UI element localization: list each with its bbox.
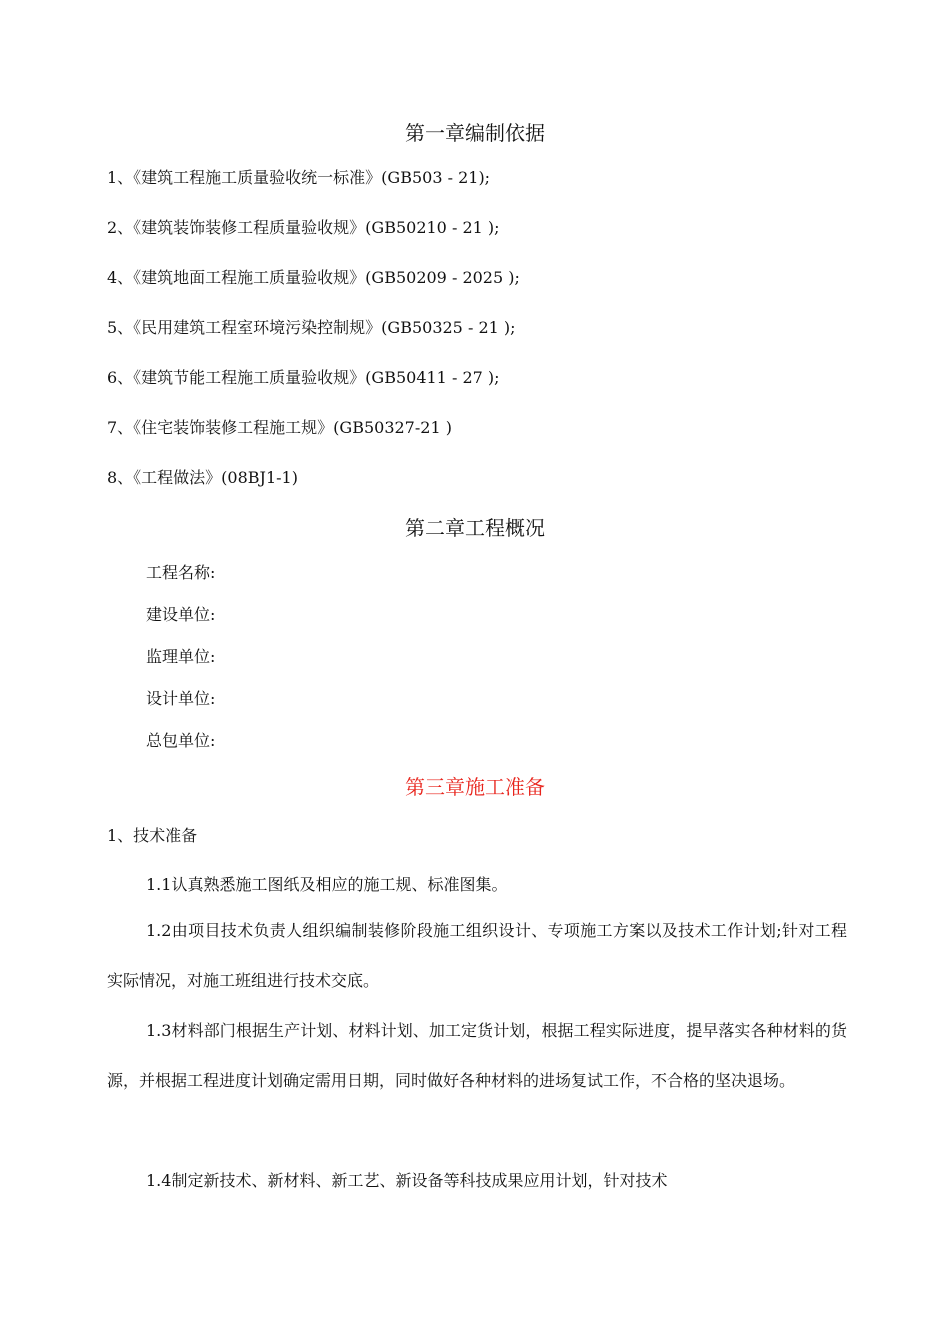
paragraph: 1.2由项目技术负责人组织编制装修阶段施工组织设计、专项施工方案以及技术工作计划;针对工程实际情况，对施工班组进行技术交底。 [107,921,847,990]
paragraph: 1.1认真熟悉施工图纸及相应的施工规、标准图集。 [146,875,508,894]
basis-item: 1、《建筑工程施工质量验收统一标准》(GB503 - 21); [107,168,491,187]
design-unit-label: 设计单位: [146,689,216,708]
owner-unit-label: 建设单位: [146,605,216,624]
basis-item: 7、《住宅装饰装修工程施工规》(GB50327-21 ) [107,418,452,437]
paragraph: 1.4制定新技术、新材料、新工艺、新设备等科技成果应用计划，针对技术 [146,1171,668,1190]
basis-item: 8、《工程做法》(08BJ1-1) [107,468,298,487]
basis-item: 2、《建筑装饰装修工程质量验收规》(GB50210 - 21 ); [107,218,500,237]
supervision-unit-label: 监理单位: [146,647,216,666]
chapter1-title: 第一章编制依据 [405,121,545,145]
general-contractor-label: 总包单位: [146,731,216,750]
basis-item: 6、《建筑节能工程施工质量验收规》(GB50411 - 27 ); [107,368,500,387]
section-heading: 1、技术准备 [107,826,198,845]
basis-item: 5、《民用建筑工程室环境污染控制规》(GB50325 - 21 ); [107,318,516,337]
paragraph: 1.3材料部门根据生产计划、材料计划、加工定货计划，根据工程实际进度，提早落实各种材料的货源，并根据工程进度计划确定需用日期，同时做好各种材料的进场复试工作，不合格的坚决退场。 [107,1021,847,1090]
basis-item: 4、《建筑地面工程施工质量验收规》(GB50209 - 2025 ); [107,268,520,287]
chapter3-title: 第三章施工准备 [405,775,545,799]
project-name-label: 工程名称: [146,563,216,582]
chapter2-title: 第二章工程概况 [405,516,545,540]
